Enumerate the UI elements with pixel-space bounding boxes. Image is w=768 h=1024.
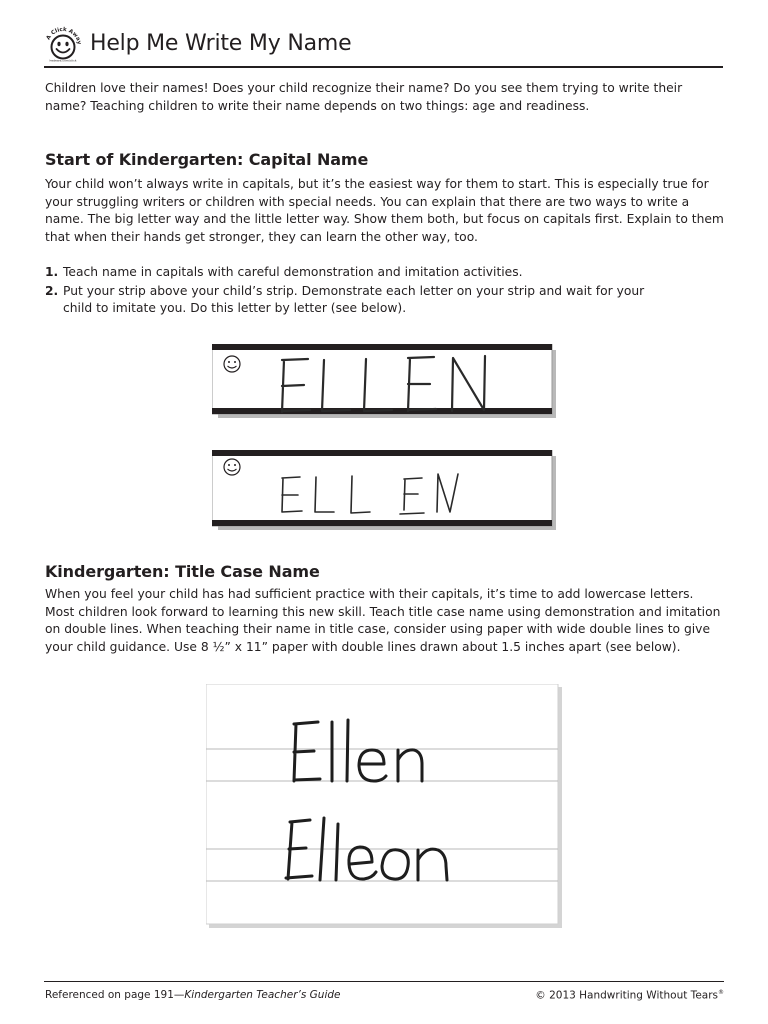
- name-strip-child: [212, 450, 556, 524]
- smiley-face-icon: [224, 356, 240, 372]
- section-heading-capital-name: Start of Kindergarten: Capital Name: [45, 150, 369, 169]
- name-strip-teacher: [212, 344, 556, 418]
- footer-reference: [45, 989, 341, 1001]
- list-item: [45, 264, 725, 282]
- footer-copyright: [535, 989, 724, 1002]
- svg-text:A Click Away: A Click Away: [45, 26, 82, 46]
- double-line-paper: [206, 684, 562, 928]
- list-item-text: Put your strip above your child’s strip. Demonstrate each letter on your strip and wait for your child to imitate you. Do this letter by letter (see below).: [63, 283, 645, 316]
- section-heading-title-case: Kindergarten: Title Case Name: [45, 562, 320, 581]
- steps-list: [45, 264, 725, 319]
- list-item-number: 1.: [45, 265, 59, 279]
- list-item-text: Teach name in capitals with careful demonstration and imitation activities.: [63, 265, 523, 279]
- footer-reference-title: Kindergarten Teacher’s Guide: [184, 989, 341, 1001]
- page-header: [44, 22, 724, 66]
- svg-text:hwtears.com/click: hwtears.com/click: [49, 58, 77, 62]
- smiley-face-icon: [224, 459, 240, 475]
- footer-copyright-text: © 2013 Handwriting Without Tears: [535, 989, 718, 1002]
- page-title: Help Me Write My Name: [90, 31, 352, 56]
- intro-paragraph: Children love their names! Does your child recognize their name? Do you see them trying to write their name? Teaching children to write their name depends on two things: age and readiness.: [45, 81, 683, 113]
- registered-mark: ®: [718, 989, 724, 996]
- header-divider: [44, 66, 723, 68]
- section-capital-name-body: Your child won’t always write in capitals, but it’s the easiest way for them to start. This is especially true for your struggling writers or children with special needs. You can explain that there are two ways to write a name. The big letter way and the little letter way. Show them both, but focus on capitals first. Explain to them that when their hands get stronger, they can learn the other way, too.: [45, 177, 724, 244]
- smiley-face-icon: [44, 22, 82, 62]
- list-item: [45, 283, 725, 318]
- footer-divider: [44, 981, 724, 982]
- list-item-number: 2.: [45, 283, 59, 298]
- footer-reference-prefix: Referenced on page 191—: [45, 989, 185, 1001]
- section-title-case-body: When you feel your child has had sufficient practice with their capitals, it’s time to add lowercase letters. Most children look forward to learning this new skill. Teach title case name using demonstration and imitation on double lines. When teaching their name in title case, consider using paper with wide double lines to give your child guidance. Use 8 ½” x 11” paper with double lines drawn about 1.5 inches apart (see below).: [45, 587, 721, 654]
